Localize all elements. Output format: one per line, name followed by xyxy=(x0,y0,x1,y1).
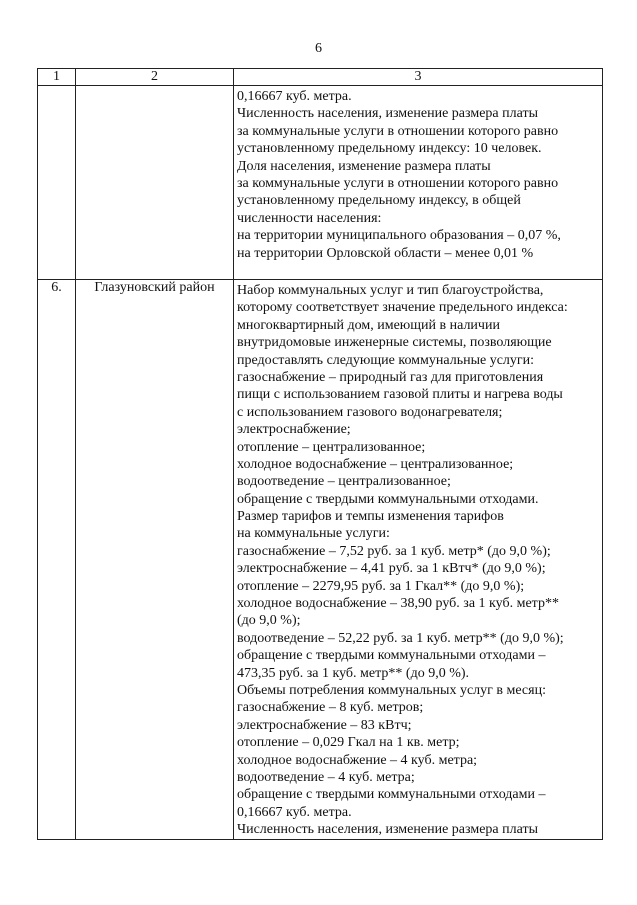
text-line: Доля населения, изменение размера платы xyxy=(237,158,491,174)
text-line: 0,16667 куб. метра. xyxy=(237,804,352,820)
text-line: электроснабжение – 4,41 руб. за 1 кВтч* (до 9,0 %); xyxy=(237,561,546,577)
text-line: обращение с твердыми коммунальными отходами – xyxy=(237,787,546,803)
text-line: газоснабжение – 8 куб. метров; xyxy=(237,700,424,716)
description-lines xyxy=(234,86,602,262)
header-col-2: 2 xyxy=(76,69,234,86)
text-line: многоквартирный дом, имеющий в наличии xyxy=(237,317,500,333)
text-line: газоснабжение – 7,52 руб. за 1 куб. метр* (до 9,0 %); xyxy=(237,543,551,559)
text-line: водоотведение – централизованное; xyxy=(237,474,451,490)
table-header-row xyxy=(38,69,603,86)
text-line: электроснабжение – 83 кВтч; xyxy=(237,717,412,733)
text-line: установленному предельному индексу: 10 человек. xyxy=(237,141,542,157)
text-line: отопление – 2279,95 руб. за 1 Гкал** (до 9,0 %); xyxy=(237,578,525,594)
text-line: предоставлять следующие коммунальные услуги: xyxy=(237,352,535,368)
description-cell xyxy=(234,86,603,280)
text-line: (до 9,0 %); xyxy=(237,613,301,629)
text-line: Размер тарифов и темпы изменения тарифов xyxy=(237,509,504,525)
text-line: Набор коммунальных услуг и тип благоустройства, xyxy=(237,283,544,298)
text-line: водоотведение – 52,22 руб. за 1 куб. метр** (до 9,0 %); xyxy=(237,630,564,646)
text-line: Численность населения, изменение размера платы xyxy=(237,822,538,838)
text-line: за коммунальные услуги в отношении которого равно xyxy=(237,123,559,139)
header-col-3: 3 xyxy=(234,69,603,86)
district-name-cell xyxy=(76,86,234,280)
text-line: внутридомовые инженерные системы, позволяющие xyxy=(237,335,552,351)
page-number: 6 xyxy=(315,41,322,56)
text-line: холодное водоснабжение – централизованное; xyxy=(237,456,514,472)
table-row-glazunovsky xyxy=(38,280,603,840)
tariff-table xyxy=(37,68,603,840)
text-line: на территории Орловской области – менее 0,01 % xyxy=(237,245,534,261)
text-line: на территории муниципального образования – 0,07 %, xyxy=(237,228,561,244)
text-line: которому соответствует значение предельного индекса: xyxy=(237,300,568,316)
text-line: на коммунальные услуги: xyxy=(237,526,390,542)
text-line: обращение с твердыми коммунальными отходами. xyxy=(237,491,539,507)
text-line: отопление – 0,029 Гкал на 1 кв. метр; xyxy=(237,735,460,751)
text-line: пищи с использованием газовой плиты и нагрева воды xyxy=(237,387,563,403)
text-line: за коммунальные услуги в отношении которого равно xyxy=(237,175,559,191)
row-number-cell: 6. xyxy=(38,280,76,840)
text-line: газоснабжение – природный газ для приготовления xyxy=(237,369,544,385)
row-number-cell xyxy=(38,86,76,280)
text-line: 473,35 руб. за 1 куб. метр** (до 9,0 %). xyxy=(237,665,470,681)
text-line: Объемы потребления коммунальных услуг в месяц: xyxy=(237,682,546,698)
text-line: электроснабжение; xyxy=(237,422,351,438)
text-line: холодное водоснабжение – 4 куб. метра; xyxy=(237,752,478,768)
description-lines xyxy=(234,280,602,839)
district-name-cell: Глазуновский район xyxy=(76,280,234,840)
text-line: обращение с твердыми коммунальными отходами – xyxy=(237,648,546,664)
header-col-1: 1 xyxy=(38,69,76,86)
text-line: холодное водоснабжение – 38,90 руб. за 1 куб. метр** xyxy=(237,596,559,612)
text-line: установленному предельному индексу, в общей xyxy=(237,193,521,209)
text-line: 0,16667 куб. метра. xyxy=(237,89,352,104)
text-line: Численность населения, изменение размера платы xyxy=(237,106,538,122)
text-line: с использованием газового водонагревателя; xyxy=(237,404,503,420)
description-cell xyxy=(234,280,603,840)
text-line: отопление – централизованное; xyxy=(237,439,426,455)
table-row-continuation xyxy=(38,86,603,280)
text-line: водоотведение – 4 куб. метра; xyxy=(237,769,415,785)
text-line: численности населения: xyxy=(237,210,382,226)
